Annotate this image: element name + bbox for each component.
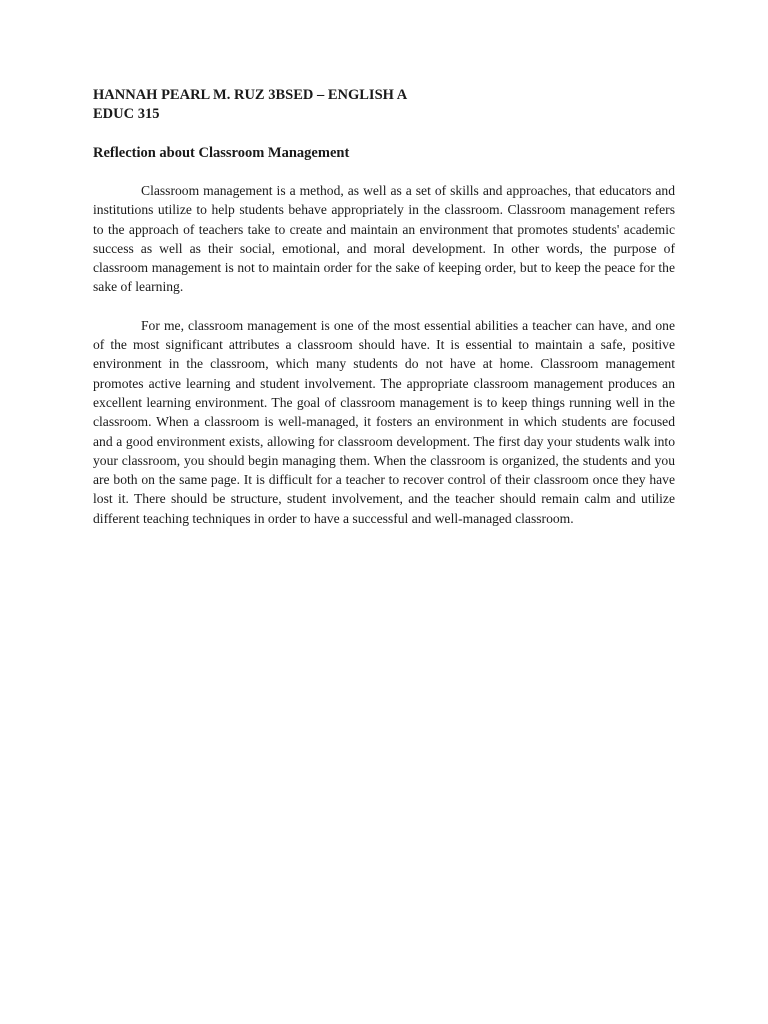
document-title: Reflection about Classroom Management [93,145,350,161]
paragraph-2: For me, classroom management is one of the most essential abilities a teacher can have, and one of the most significant attributes a classroom should have. It is essential to maintain a safe, positive environment in the classroom, which many students do not have at home. Classroom management promotes active learning and student involvement. The appropriate classroom management produces an excellent learning environment. The goal of classroom management is to keep things running well in the classroom. When a classroom is well-managed, it fosters an environment in which students are focused and a good environment exists, allowing for classroom development. The first day your students walk into your classroom, you should begin managing them. When the classroom is organized, the students and you are both on the same page. It is difficult for a teacher to recover control of their classroom once they have lost it. There should be structure, student involvement, and the teacher should remain calm and utilize different teaching techniques in order to have a successful and well-managed classroom. [93,317,675,526]
course-code: EDUC 315 [93,106,160,122]
paragraph-1: Classroom management is a method, as well as a set of skills and approaches, that educators and institutions utilize to help students behave appropriately in the classroom. Classroom management refers to the approach of teachers take to create and maintain an environment that promotes students' academic success as well as their social, emotional, and moral development. In other words, the purpose of classroom management is not to maintain order for the sake of keeping order, but to keep the peace for the sake of learning. [93,183,675,295]
author-line: HANNAH PEARL M. RUZ 3BSED – ENGLISH A [93,87,408,103]
document-body [93,86,675,547]
